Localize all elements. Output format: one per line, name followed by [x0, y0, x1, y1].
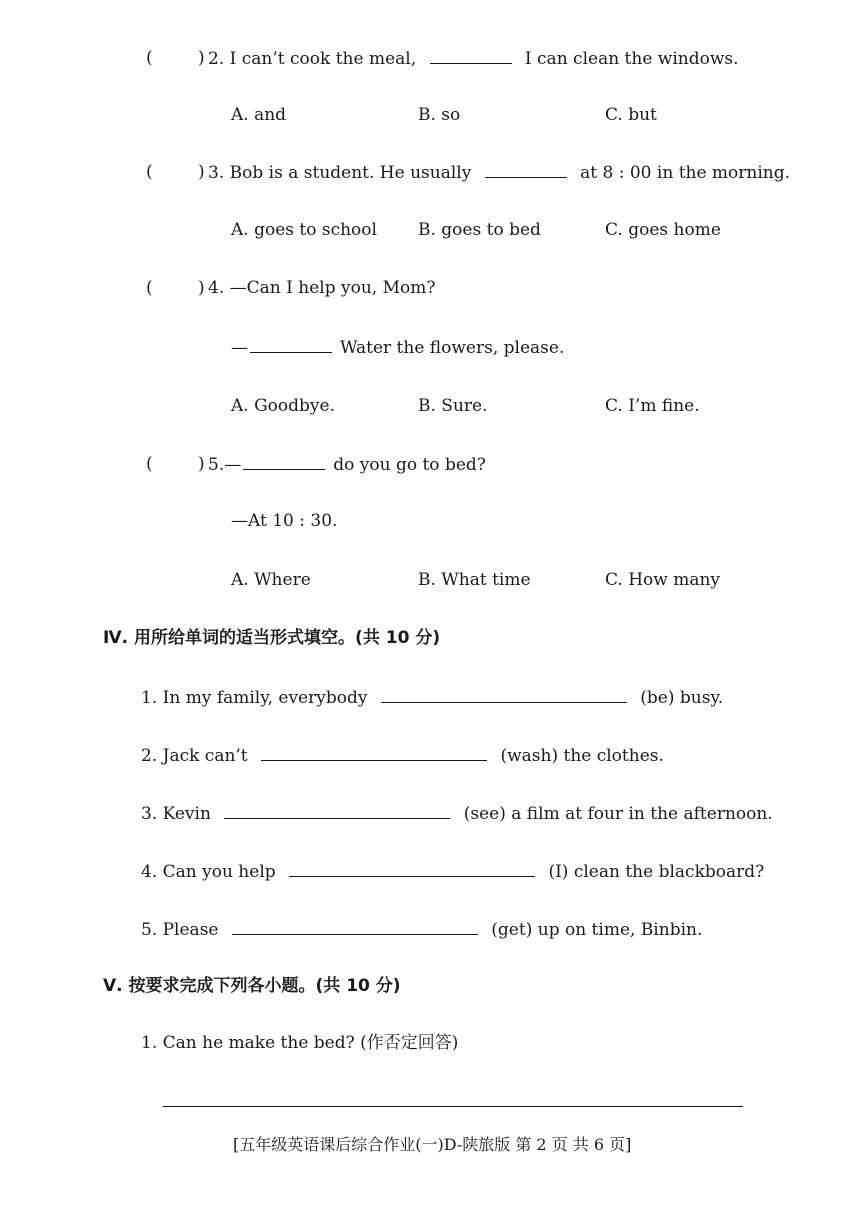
page-footer: [五年级英语课后综合作业(一)D-陕旅版 第 2 页 共 6 页]	[233, 1135, 632, 1154]
option-b[interactable]: B. Sure.	[418, 396, 488, 416]
fill-blank[interactable]	[261, 744, 487, 761]
fill-item-2: 2. Jack can’t (wash) the clothes.	[141, 746, 664, 766]
section-4-heading: Ⅳ. 用所给单词的适当形式填空。(共 10 分)	[103, 628, 441, 648]
fill-item-3: 3. Kevin (see) a film at four in the afternoon.	[141, 804, 773, 824]
question-4-reply: — Water the flowers, please.	[231, 338, 565, 358]
option-c[interactable]: C. goes home	[605, 220, 721, 240]
option-a[interactable]: A. Where	[231, 570, 311, 590]
option-b[interactable]: B. goes to bed	[418, 220, 541, 240]
question-5-reply: —At 10 : 30.	[231, 511, 338, 531]
fill-blank[interactable]	[224, 802, 450, 819]
answer-blank[interactable]	[243, 453, 325, 470]
fill-item-5: 5. Please (get) up on time, Binbin.	[141, 920, 703, 940]
option-a[interactable]: A. goes to school	[231, 220, 377, 240]
footer-rule	[163, 1106, 743, 1107]
answer-blank[interactable]	[485, 161, 567, 178]
option-c[interactable]: C. How many	[605, 570, 721, 590]
section-5-heading: Ⅴ. 按要求完成下列各小题。(共 10 分)	[103, 976, 401, 996]
task-item-1: 1. Can he make the bed? (作否定回答)	[141, 1033, 459, 1053]
question-5-stem: 5.— do you go to bed?	[208, 455, 486, 475]
fill-item-1: 1. In my family, everybody (be) busy.	[141, 688, 724, 708]
fill-item-4: 4. Can you help (I) clean the blackboard?	[141, 862, 765, 882]
answer-blank[interactable]	[250, 336, 332, 353]
option-b[interactable]: B. so	[418, 105, 461, 125]
option-b[interactable]: B. What time	[418, 570, 531, 590]
question-4-stem: 4. —Can I help you, Mom?	[208, 278, 436, 298]
question-2-stem: 2. I can’t cook the meal, I can clean the windows.	[208, 49, 739, 69]
option-c[interactable]: C. but	[605, 105, 657, 125]
question-3-stem: 3. Bob is a student. He usually at 8 : 00 in the morning.	[208, 163, 791, 183]
option-c[interactable]: C. I’m fine.	[605, 396, 700, 416]
fill-blank[interactable]	[289, 860, 535, 877]
fill-blank[interactable]	[381, 686, 627, 703]
option-a[interactable]: A. and	[231, 105, 287, 125]
answer-blank[interactable]	[430, 47, 512, 64]
option-a[interactable]: A. Goodbye.	[231, 396, 335, 416]
fill-blank[interactable]	[232, 918, 478, 935]
